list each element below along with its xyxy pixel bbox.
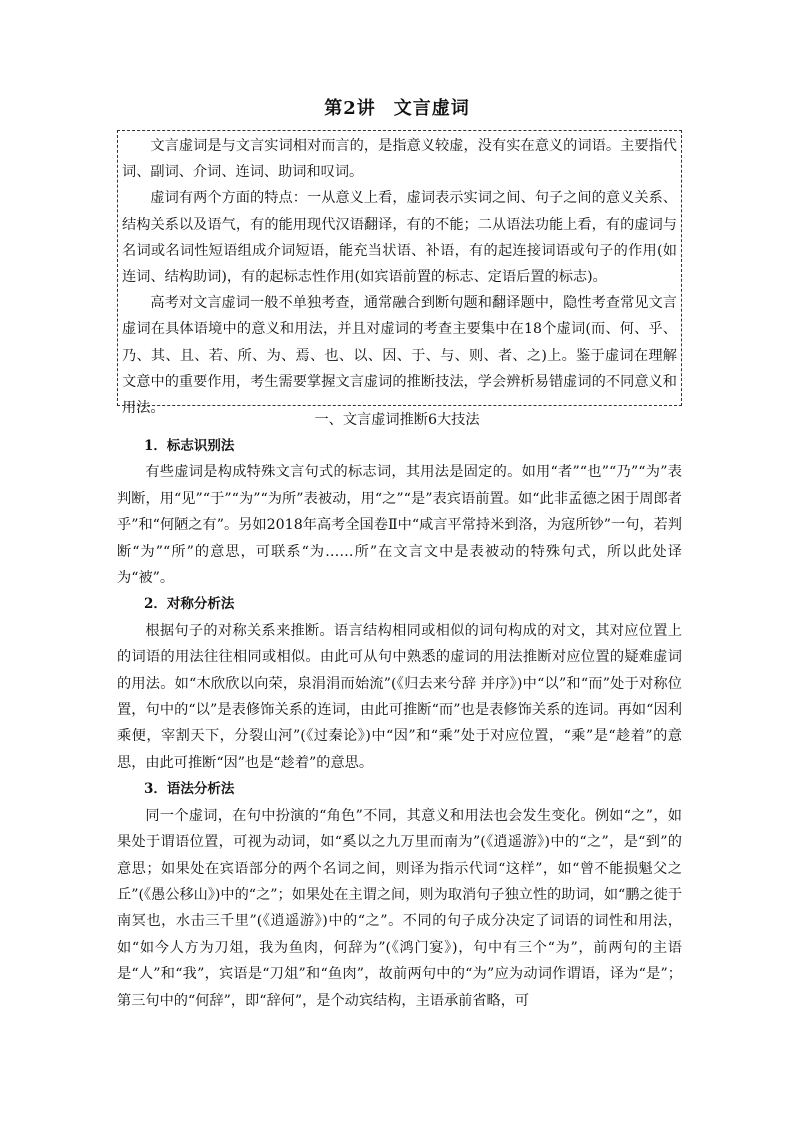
intro-paragraph-3: 高考对文言虚词一般不单独考查，通常融合到断句题和翻译题中，隐性考查常见文言虚词在具体语境中的意义和用法，并且对虚词的考查主要集中在18个虚词(而、何、乎、乃、其、且、若、所、为、焉、也、以、因、于、与、则、者、之)上。鉴于虚词在理解文意中的重要作用，考生需要掌握文言虚词的推断技法，学会辨析易错虚词的不同意义和用法。 — [122, 295, 677, 417]
page-title — [0, 96, 794, 122]
intro-paragraph-2: 虚词有两个方面的特点：一从意义上看，虚词表示实词之间、句子之间的意义关系、结构关系以及语气，有的能用现代汉语翻译，有的不能；二从语法功能上看，有的虚词与名词或名词性短语组成介词短语，能充当状语、补语，有的起连接词语或句子的作用(如连词、结构助词)，有的起标志性作用(如宾语前置的标志、定语后置的标志)。 — [122, 190, 677, 286]
lesson-name: 文言虚词 — [393, 98, 470, 119]
methods-body — [117, 433, 682, 1014]
method-paragraph-1: 有些虚词是构成特殊文言句式的标志词，其用法是固定的。如用“者”“也”“乃”“为”表判断，用“见”“于”“为”“为所”表被动，用“之”“是”表宾语前置。如“此非孟德之困于周郎者乎”和“何陋之有”。另如2018年高考全国卷Ⅱ中“咸言平常持米到洛，为寇所钞”一句，若判断“为”“所”的意思，可联系“为……所”在文言文中是表被动的特殊句式，所以此处译为“被”。 — [117, 464, 682, 587]
method-heading-3: 3．语法分析法 — [144, 781, 235, 798]
method-heading-1: 1．标志识别法 — [144, 438, 235, 454]
intro-box — [117, 130, 682, 417]
section-heading: 一、文言虚词推断6大技法 — [314, 412, 480, 428]
lesson-number: 第2讲 — [324, 98, 376, 119]
method-heading-2: 2．对称分析法 — [144, 596, 235, 613]
intro-paragraph-1: 文言虚词是与文言实词相对而言的，是指意义较虚，没有实在意义的词语。主要指代词、副词、介词、连词、助词和叹词。 — [122, 138, 677, 181]
method-paragraph-2: 根据句子的对称关系来推断。语言结构相同或相似的词句构成的对文，其对应位置上的词语的用法往往相同或相似。由此可从句中熟悉的虚词的用法推断对应位置的疑难虚词的用法。如“木欣欣以向荣，泉涓涓而始流”(《归去来兮辞 并序》)中“以”和“而”处于对称位置，句中的“以”是表修饰关系的连词，由此可推断“而”也是表修饰关系的连词。再如“因利乘便，宰割天下，分裂山河”(《过秦论》)中“因”和“乘”处于对应位置，“乘”是“趁着”的意思，由此可推断“因”也是“趁着”的意思。 — [117, 622, 682, 771]
method-paragraph-3: 同一个虚词，在句中扮演的“角色”不同，其意义和用法也会发生变化。例如“之”，如果处于谓语位置，可视为动词，如“奚以之九万里而南为”(《逍遥游》)中的“之”，是“到”的意思；如果处在宾语部分的两个名词之间，则译为指示代词“这样”，如“曾不能损魁父之丘”(《愚公移山》)中的“之”；如果处在主谓之间，则为取消句子独立性的助词，如“鹏之徙于南冥也，水击三千里”(《逍遥游》)中的“之”。不同的句子成分决定了词语的词性和用法，如“如今人方为刀俎，我为鱼肉，何辞为”(《鸿门宴》)，句中有三个“为”，前两句的主语是“人”和“我”，宾语是“刀俎”和“鱼肉”，故前两句中的“为”应为动词作谓语，译为“是”；第三句中的“何辞”，即“辞何”，是个动宾结构，主语承前省略，可 — [117, 807, 683, 1009]
